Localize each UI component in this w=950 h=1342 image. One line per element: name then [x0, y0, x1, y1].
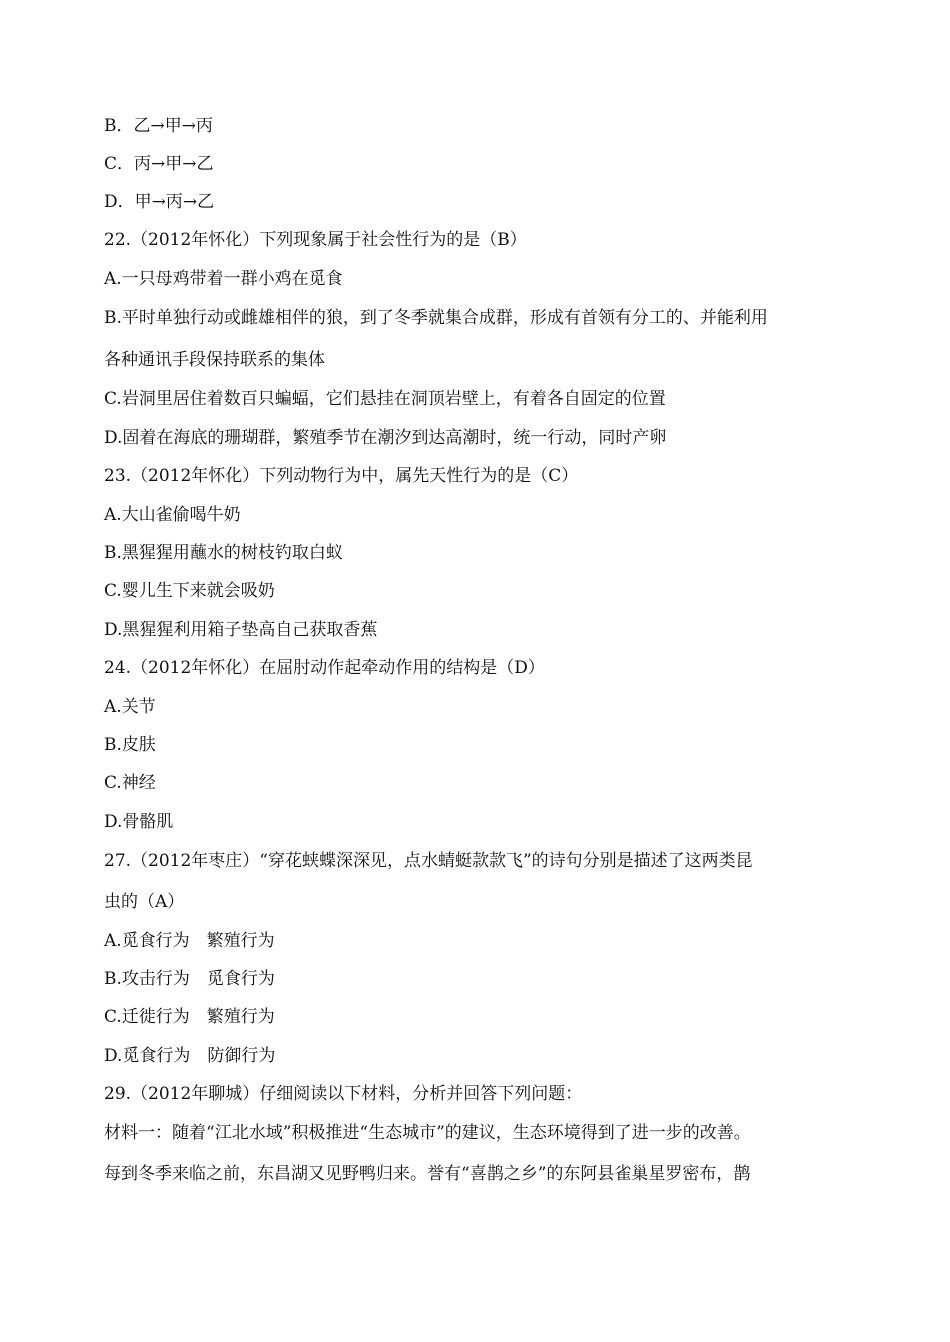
q22-option-d: D.固着在海底的珊瑚群，繁殖季节在潮汐到达高潮时，统一行动，同时产卵 — [104, 428, 667, 448]
q24-option-b: B.皮肤 — [104, 735, 156, 755]
q22-option-b: B.平时单独行动或雌雄相伴的狼，到了冬季就集合成群，形成有首领有分工的、并能利用 — [104, 308, 768, 328]
q22-option-b-cont: 各种通讯手段保持联系的集体 — [104, 350, 325, 370]
q23-option-c: C.婴儿生下来就会吸奶 — [104, 581, 275, 601]
q27-option-b: B.攻击行为 觅食行为 — [104, 969, 275, 989]
material-one-line-1: 材料一：随着“江北水域”积极推进“生态城市”的建议，生态环境得到了进一步的改善。 — [104, 1123, 751, 1143]
material-one-line-2: 每到冬季来临之前，东昌湖又见野鸭归来。誉有“喜鹊之乡”的东阿县雀巢星罗密布，鹊 — [104, 1164, 751, 1184]
q22-option-a: A.一只母鸡带着一群小鸡在觅食 — [104, 269, 343, 289]
question-24: 24.（2012年怀化）在屈肘动作起牵动作用的结构是（D） — [104, 658, 545, 678]
question-27: 27.（2012年枣庄）“穿花蛱蝶深深见，点水蜻蜓款款飞”的诗句分别是描述了这两类昆 — [104, 851, 753, 871]
option-b-line: B．乙→甲→丙 — [104, 116, 213, 136]
option-c-line: C．丙→甲→乙 — [104, 154, 214, 174]
option-d-line: D．甲→丙→乙 — [104, 192, 215, 212]
q22-option-c: C.岩洞里居住着数百只蝙蝠，它们悬挂在洞顶岩壁上，有着各自固定的位置 — [104, 389, 666, 409]
q23-option-b: B.黑猩猩用蘸水的树枝钓取白蚁 — [104, 543, 343, 563]
q27-option-d: D.觅食行为 防御行为 — [104, 1046, 276, 1066]
q27-option-c: C.迁徙行为 繁殖行为 — [104, 1007, 275, 1027]
question-29: 29.（2012年聊城）仔细阅读以下材料，分析并回答下列问题： — [104, 1084, 583, 1104]
q27-option-a: A.觅食行为 繁殖行为 — [104, 931, 275, 951]
question-23: 23.（2012年怀化）下列动物行为中，属先天性行为的是（C） — [104, 466, 579, 486]
q23-option-a: A.大山雀偷喝牛奶 — [104, 505, 241, 525]
q24-option-c: C.神经 — [104, 773, 156, 793]
q23-option-d: D.黑猩猩利用箱子垫高自己获取香蕉 — [104, 620, 378, 640]
q24-option-d: D.骨骼肌 — [104, 812, 174, 832]
question-27-cont: 虫的（A） — [104, 892, 185, 912]
q24-option-a: A.关节 — [104, 697, 156, 717]
question-22: 22.（2012年怀化）下列现象属于社会性行为的是（B） — [104, 230, 527, 250]
